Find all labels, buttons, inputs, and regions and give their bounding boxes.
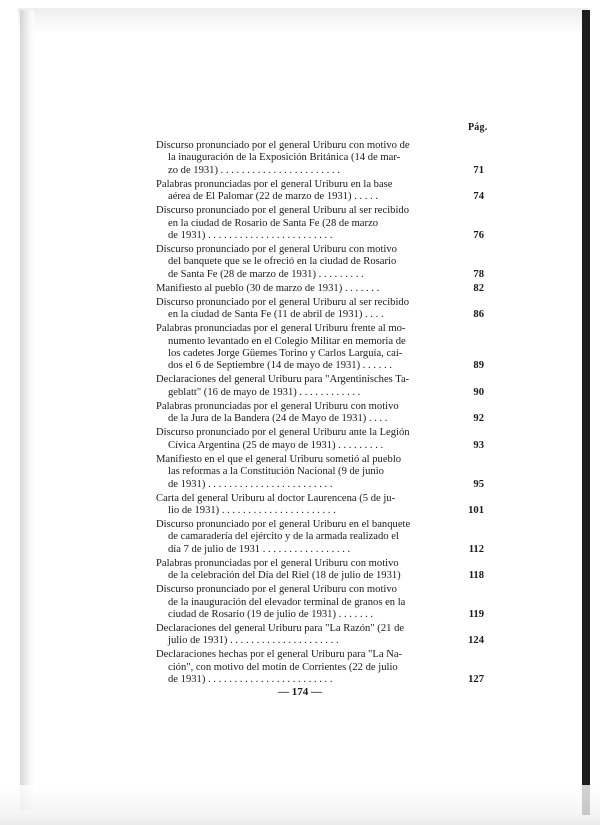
page-number: — 174 — xyxy=(278,686,322,698)
toc-entry xyxy=(152,205,488,242)
toc-entry-line: de Santa Fe (28 de marzo de 1931) . . . . . . . . . xyxy=(168,268,364,280)
toc-entry-page: 119 xyxy=(468,608,484,620)
toc-entry-line: los cadetes Jorge Güemes Torino y Carlos Larguía, caí- xyxy=(168,348,403,360)
toc-entry-line: Declaraciones del general Uriburu para "Argentinisches Ta- xyxy=(156,374,410,386)
toc-entry xyxy=(152,283,488,295)
toc-entry-line: Carta del general Uriburu al doctor Laurencena (5 de ju- xyxy=(156,492,396,504)
toc-entry xyxy=(152,519,488,556)
toc-entry-line: de 1931) . . . . . . . . . . . . . . . . . . . . . . . . xyxy=(168,478,333,490)
toc-entry-line: del banquete que se le ofreció en la ciudad de Rosario xyxy=(168,256,397,268)
toc-entry-line: en la ciudad de Santa Fe (11 de abril de 1931) . . . . xyxy=(168,309,384,321)
toc-entry-line: de 1931) . . . . . . . . . . . . . . . . . . . . . . . . xyxy=(168,230,333,242)
toc-entry-line: zo de 1931) . . . . . . . . . . . . . . . . . . . . . . . xyxy=(168,164,340,176)
toc-entry-line: Declaraciones del general Uriburu para "La Razón" (21 de xyxy=(156,622,405,634)
toc-entry xyxy=(152,584,488,621)
toc-entry xyxy=(152,454,488,491)
toc-entry xyxy=(152,649,488,686)
toc-entry-line: Palabras pronunciadas por el general Uriburu con motivo xyxy=(156,400,399,412)
toc-entry xyxy=(152,323,488,373)
toc-entry-page: 118 xyxy=(468,570,484,582)
toc-entry-page: 95 xyxy=(473,478,484,490)
toc-entry-line: la inauguración de la Exposición Británica (14 de mar- xyxy=(168,152,401,164)
toc-entry-line: julio de 1931) . . . . . . . . . . . . . . . . . . . . . xyxy=(168,635,339,647)
toc-entry-page: 112 xyxy=(468,543,484,555)
toc-entry-line: Palabras pronunciadas por el general Uriburu frente al mo- xyxy=(156,323,406,335)
toc-entry-line: de la inauguración del elevador terminal de granos en la xyxy=(168,596,406,608)
toc-entry-page: 82 xyxy=(473,282,484,294)
toc-entry-page: 93 xyxy=(473,439,484,451)
toc-entry-line: Discurso pronunciado por el general Uriburu en el banquete xyxy=(156,518,411,530)
page-column-header: Pág. xyxy=(468,122,488,133)
toc-entry xyxy=(152,297,488,322)
toc-entry-line: de la celebración del Día del Riel (18 de julio de 1931) xyxy=(168,570,401,582)
toc-entry-line: Discurso pronunciado por el general Uriburu con motivo xyxy=(156,244,397,256)
toc-entry-line: Manifiesto al pueblo (30 de marzo de 1931) . . . . . . . xyxy=(156,282,380,294)
toc-entry xyxy=(152,427,488,452)
toc-entry-page: 90 xyxy=(473,386,484,398)
toc-entry-line: día 7 de julio de 1931 . . . . . . . . . . . . . . . . . xyxy=(168,543,351,555)
toc-entry xyxy=(152,179,488,204)
toc-entry-page: 89 xyxy=(473,360,484,372)
toc-entry-page: 71 xyxy=(473,164,484,176)
toc-entry-line: de la Jura de la Bandera (24 de Mayo de 1931) . . . . xyxy=(168,413,388,425)
toc-entry-line: de 1931) . . . . . . . . . . . . . . . . . . . . . . . . xyxy=(168,674,333,686)
toc-entry-page: 76 xyxy=(473,230,484,242)
scan-shadow-bottom xyxy=(0,785,600,825)
toc-entry-page: 101 xyxy=(468,504,484,516)
toc-entry xyxy=(152,244,488,281)
toc-entry-line: en la ciudad de Rosario de Santa Fe (28 de marzo xyxy=(168,217,379,229)
toc-entry-line: Discurso pronunciado por el general Uriburu con motivo xyxy=(156,584,397,596)
toc-entry xyxy=(152,374,488,399)
toc-entry-line: ción", con motivo del motín de Corrientes (22 de julio xyxy=(168,661,398,673)
toc-entry xyxy=(152,140,488,177)
toc-entry-line: Manifiesto en el que el general Uriburu sometió al pueblo xyxy=(156,453,402,465)
toc-entry-line: Discurso pronunciado por el general Uriburu ante la Legión xyxy=(156,427,410,439)
toc-entry-page: 86 xyxy=(473,309,484,321)
table-of-contents xyxy=(152,140,488,688)
toc-entry-page: 124 xyxy=(468,635,484,647)
toc-entry-line: Discurso pronunciado por el general Uriburu al ser recibido xyxy=(156,296,409,308)
toc-entry-line: Discurso pronunciado por el general Uriburu al ser recibido xyxy=(156,205,409,217)
toc-entry-line: lio de 1931) . . . . . . . . . . . . . . . . . . . . . . xyxy=(168,504,336,516)
toc-entry-page: 92 xyxy=(473,413,484,425)
toc-entry-line: geblatt" (16 de mayo de 1931) . . . . . . . . . . . . xyxy=(168,386,361,398)
toc-entry-line: Palabras pronunciadas por el general Uriburu con motivo xyxy=(156,557,399,569)
toc-entry-line: ciudad de Rosario (19 de julio de 1931) . . . . . . . xyxy=(168,608,374,620)
toc-entry-line: Declaraciones hechas por el general Uriburu para "La Na- xyxy=(156,649,403,661)
toc-entry-line: Discurso pronunciado por el general Uriburu con motivo de xyxy=(156,140,410,151)
toc-entry-line: de camaradería del ejército y de la armada realizado el xyxy=(168,531,399,543)
toc-entry-line: numento levantado en el Colegio Militar en memoria de xyxy=(168,335,406,347)
toc-entry-line: dos el 6 de Septiembre (14 de mayo de 1931) . . . . . . xyxy=(168,360,392,372)
toc-entry-page: 74 xyxy=(473,191,484,203)
toc-entry-page: 78 xyxy=(473,268,484,280)
toc-entry-line: las reformas a la Constitución Nacional (9 de junio xyxy=(168,466,384,478)
toc-entry xyxy=(152,401,488,426)
toc-entry xyxy=(152,558,488,583)
scan-shadow-top xyxy=(18,8,588,34)
toc-entry xyxy=(152,623,488,648)
toc-entry-line: Cívica Argentina (25 de mayo de 1931) . . . . . . . . . xyxy=(168,439,384,451)
toc-entry-page: 127 xyxy=(468,674,484,686)
toc-entry-line: Palabras pronunciadas por el general Uriburu en la base xyxy=(156,178,393,190)
toc-entry xyxy=(152,493,488,518)
toc-entry-line: aérea de El Palomar (22 de marzo de 1931) . . . . . xyxy=(168,191,379,203)
